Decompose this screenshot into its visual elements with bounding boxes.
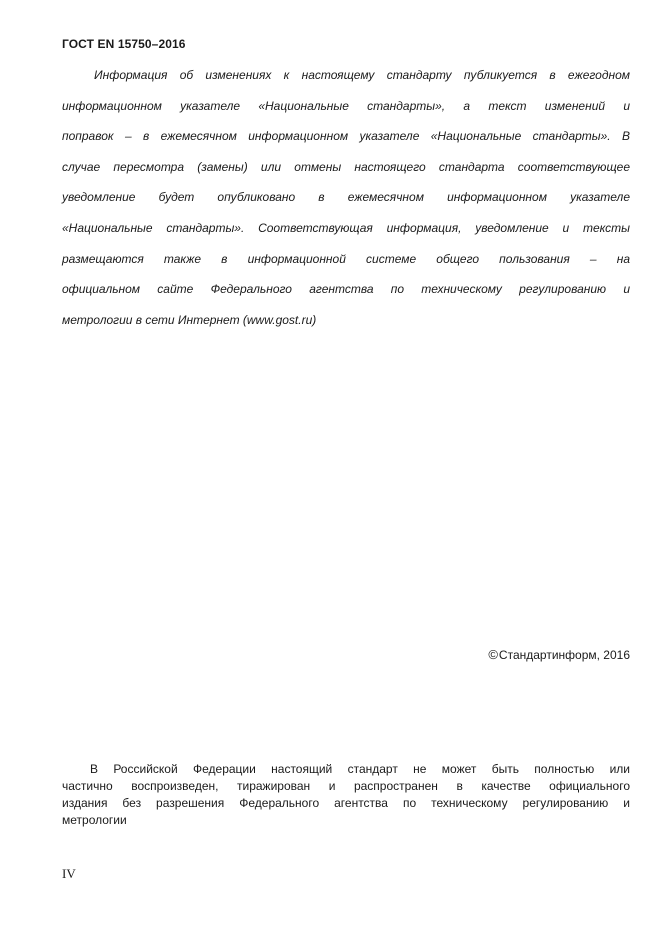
info-line: поправок – в ежемесячном информационном указателе «Национальные стандарты». В	[62, 129, 630, 144]
notice-line: издания без разрешения Федерального агентства по техническому регулированию и	[62, 796, 630, 810]
update-info-paragraph	[62, 60, 630, 335]
info-line: уведомление будет опубликовано в ежемесячном информационном указателе	[62, 190, 630, 205]
standard-header: ГОСТ EN 15750–2016	[62, 37, 186, 51]
info-line: «Национальные стандарты». Соответствующая информация, уведомление и тексты	[62, 220, 630, 235]
info-line: информационном указателе «Национальные стандарты», а текст изменений и	[62, 98, 630, 113]
notice-line: частично воспроизведен, тиражирован и распространен в качестве официального	[62, 779, 630, 793]
notice-line: метрологии	[62, 813, 127, 827]
reproduction-notice	[62, 761, 630, 829]
page-number: IV	[62, 866, 76, 881]
copyright-text: Стандартинформ, 2016	[498, 648, 630, 662]
copyright-icon: ©	[488, 647, 498, 662]
copyright-line	[488, 647, 630, 662]
info-line: метрологии в сети Интернет (www.gost.ru)	[62, 312, 317, 327]
info-line: случае пересмотра (замены) или отмены настоящего стандарта соответствующее	[62, 159, 630, 174]
info-line: размещаются также в информационной системе общего пользования – на	[62, 251, 630, 266]
info-line: Информация об изменениях к настоящему стандарту публикуется в ежегодном	[94, 68, 630, 82]
info-line: официальном сайте Федерального агентства по техническому регулированию и	[62, 282, 630, 297]
notice-line: В Российской Федерации настоящий стандарт не может быть полностью или	[90, 762, 630, 776]
